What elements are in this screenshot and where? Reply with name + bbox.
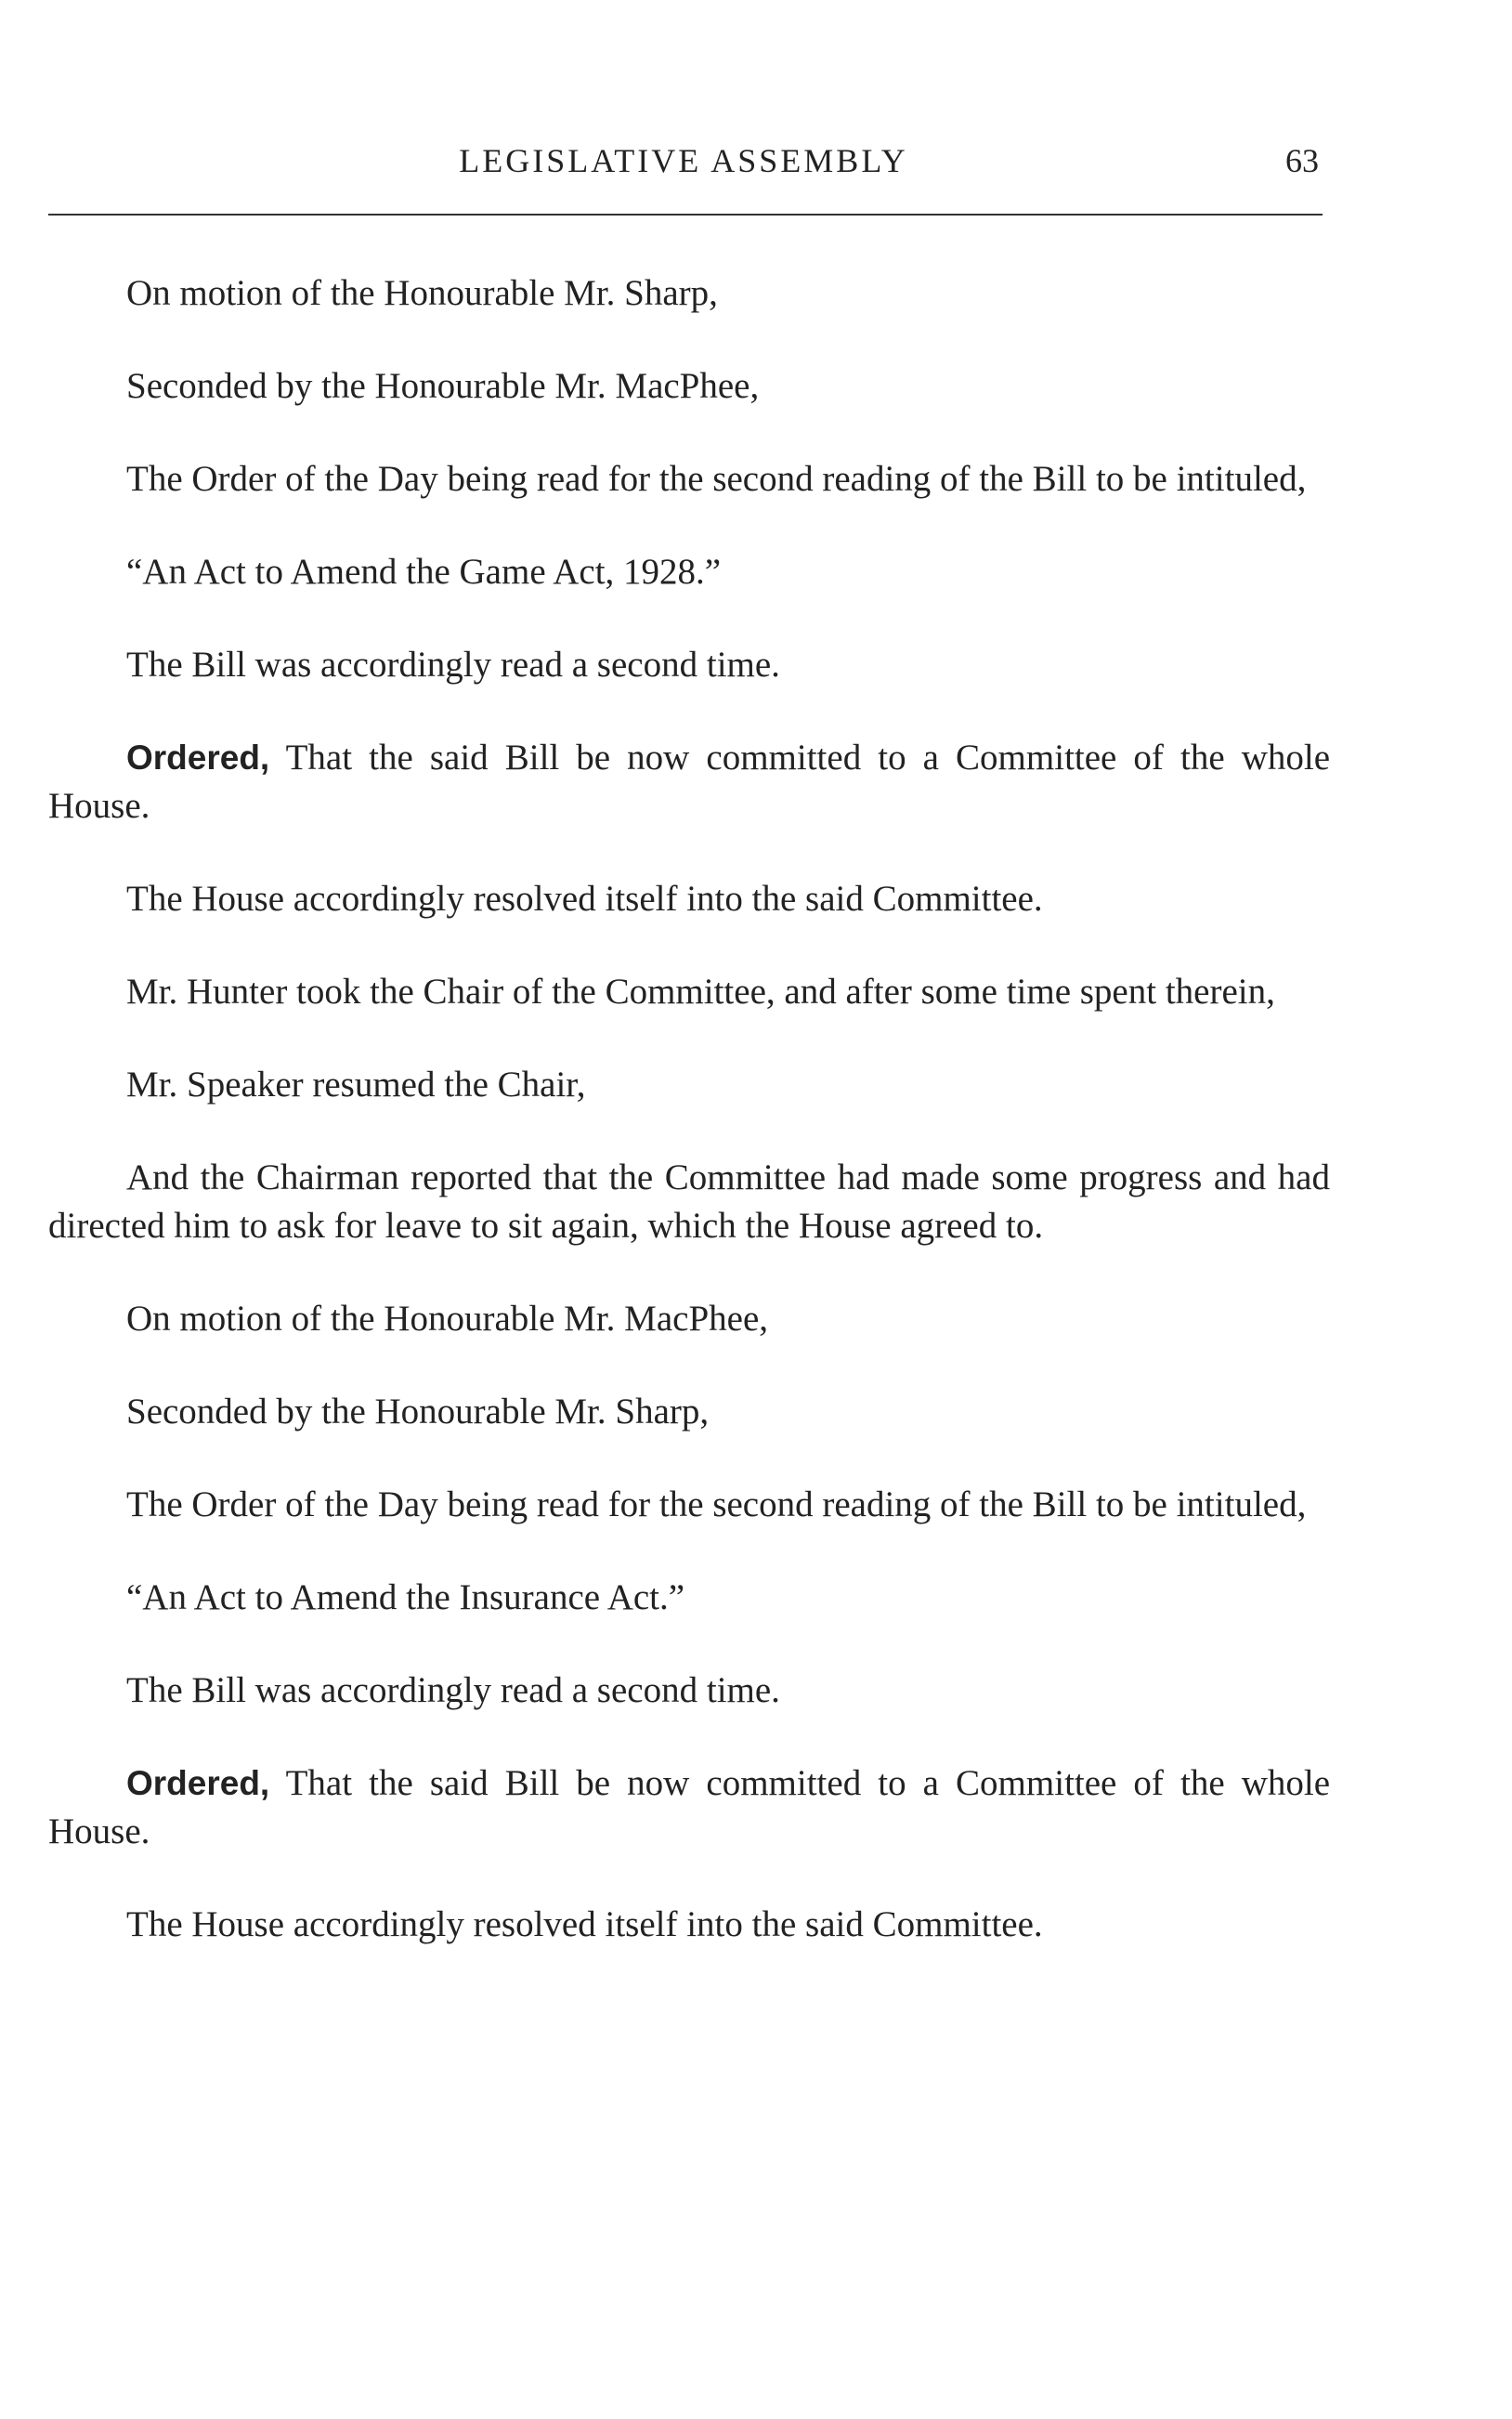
header-rule <box>48 214 1323 216</box>
paragraph-seconded-2: Seconded by the Honourable Mr. Sharp, <box>126 1392 710 1432</box>
paragraph-chair-1: Mr. Hunter took the Chair of the Committee, and after some time spent therein, <box>126 972 1275 1012</box>
paragraph-second-reading-1: The Bill was accordingly read a second time. <box>126 645 780 685</box>
paragraph-ordered-1: Ordered, That the said Bill be now committed to a Committee of the whole House. <box>48 738 1330 826</box>
paragraph-ordered-2: Ordered, That the said Bill be now committed to a Committee of the whole House. <box>48 1763 1330 1851</box>
paragraph-motion-2: On motion of the Honourable Mr. MacPhee, <box>126 1299 769 1339</box>
page-number: 63 <box>1285 142 1319 179</box>
paragraph-seconded-1: Seconded by the Honourable Mr. MacPhee, <box>126 366 760 406</box>
paragraph-bill-title-2: “An Act to Amend the Insurance Act.” <box>126 1577 685 1617</box>
paragraph-speaker: Mr. Speaker resumed the Chair, <box>126 1065 586 1105</box>
document-body <box>48 269 1330 1949</box>
paragraph-motion-1: On motion of the Honourable Mr. Sharp, <box>126 273 718 313</box>
paragraph-second-reading-2: The Bill was accordingly read a second time. <box>126 1670 780 1710</box>
ordered-label: Ordered, <box>126 739 270 777</box>
paragraph-order-of-day-1: The Order of the Day being read for the second reading of the Bill to be intituled, <box>126 459 1307 499</box>
paragraph-order-of-day-2: The Order of the Day being read for the second reading of the Bill to be intituled, <box>126 1484 1307 1524</box>
running-head <box>48 141 1319 188</box>
paragraph-chairman-report: And the Chairman reported that the Committee had made some progress and had directed him to ask for leave to sit again, which the House agreed to. <box>48 1157 1330 1246</box>
paragraph-committee-1: The House accordingly resolved itself into the said Committee. <box>126 879 1043 919</box>
paragraph-bill-title-1: “An Act to Amend the Game Act, 1928.” <box>126 552 722 592</box>
ordered-label: Ordered, <box>126 1764 270 1802</box>
paragraph-committee-2: The House accordingly resolved itself into the said Committee. <box>126 1904 1043 1944</box>
running-title: LEGISLATIVE ASSEMBLY <box>459 142 908 179</box>
